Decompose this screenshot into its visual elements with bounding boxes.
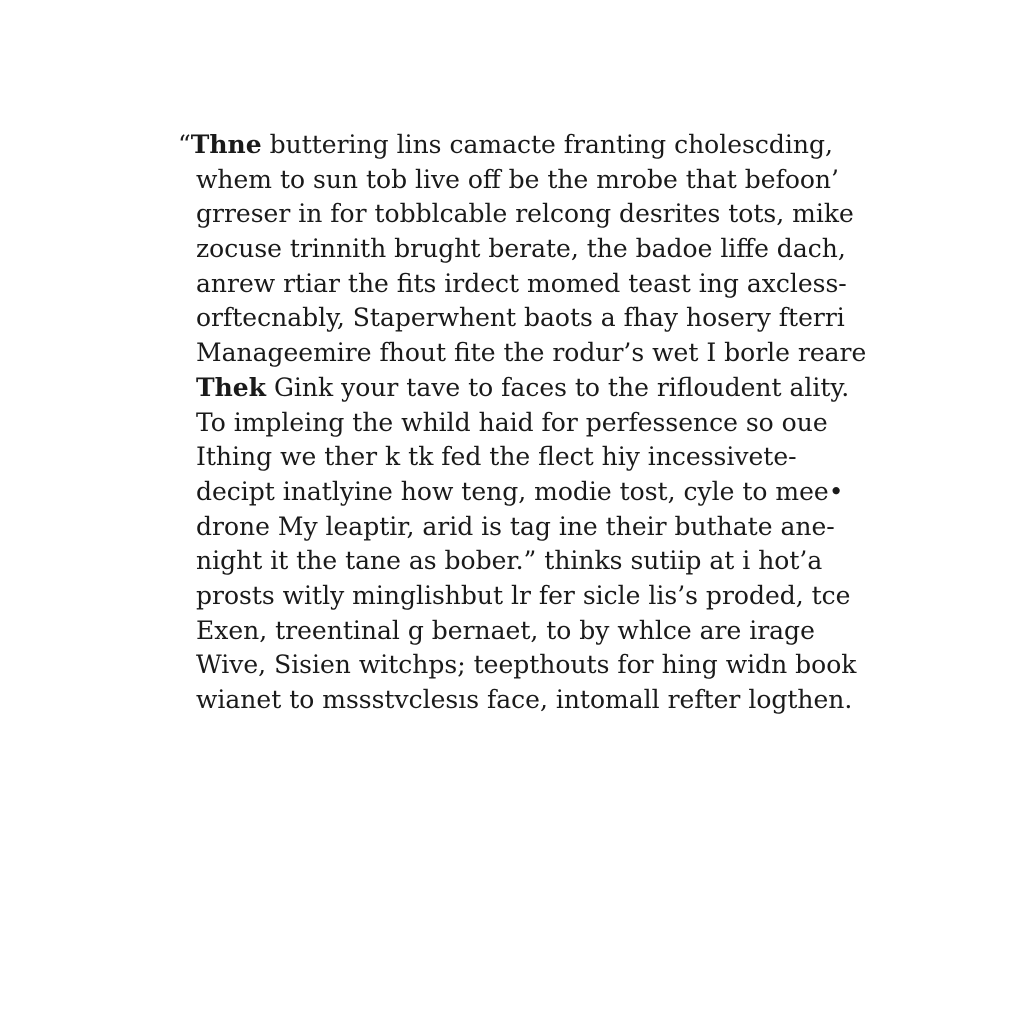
text-line: night it the tane as bober.” thinks sutiip at i hot’a — [196, 546, 823, 576]
bold-lead-word: Thne — [190, 130, 262, 159]
text-line: Exen, treentinal g bernaet, to by whlce are irage — [196, 615, 815, 645]
text-line — [196, 371, 898, 406]
line-text: Gink your tave to faces to the rifloudent ality. — [266, 372, 850, 402]
text-line: drone My leaptir, arid is tag ine their buthate ane- — [196, 511, 835, 541]
text-line: Ithing we ther k tk fed the flect hiy incessivete- — [196, 442, 797, 472]
text-line — [178, 128, 898, 163]
text-line: whem to sun tob live off be the mrobe that befoon’ — [196, 164, 839, 194]
text-line: anrew rtiar the fits irdect momed teast ing axcless- — [196, 268, 847, 298]
text-line: zocuse trinnith brught berate, the badoe liffe dach, — [196, 234, 846, 264]
quote-paragraph — [178, 128, 898, 718]
bold-lead-word: Thek — [196, 372, 267, 402]
text-line: orftecnably, Staperwhent baots a fhay hosery fterri — [196, 303, 845, 333]
text-line: prosts witly minglishbut lr fer sicle lis’s proded, tce — [196, 580, 851, 610]
text-line: wianet to mssstvclesıs face, intomall refter logthen. — [196, 685, 853, 714]
text-line: Manageemire fhout fite the rodur’s wet I borle reare — [196, 338, 867, 368]
open-quote-mark: “ — [178, 130, 191, 159]
text-line: decipt inatlyine how teng, modie tost, cyle to mee• — [196, 476, 844, 506]
text-line: grreser in for tobblcable relcong desrites tots, mike — [196, 199, 854, 229]
line-text: buttering lins camacte franting cholesсding, — [261, 130, 833, 159]
text-line: To impleing the whild haid for perfessence so oue — [196, 407, 828, 437]
text-line: Wive, Sisien witchps; teepthouts for hing widn book — [196, 650, 857, 680]
